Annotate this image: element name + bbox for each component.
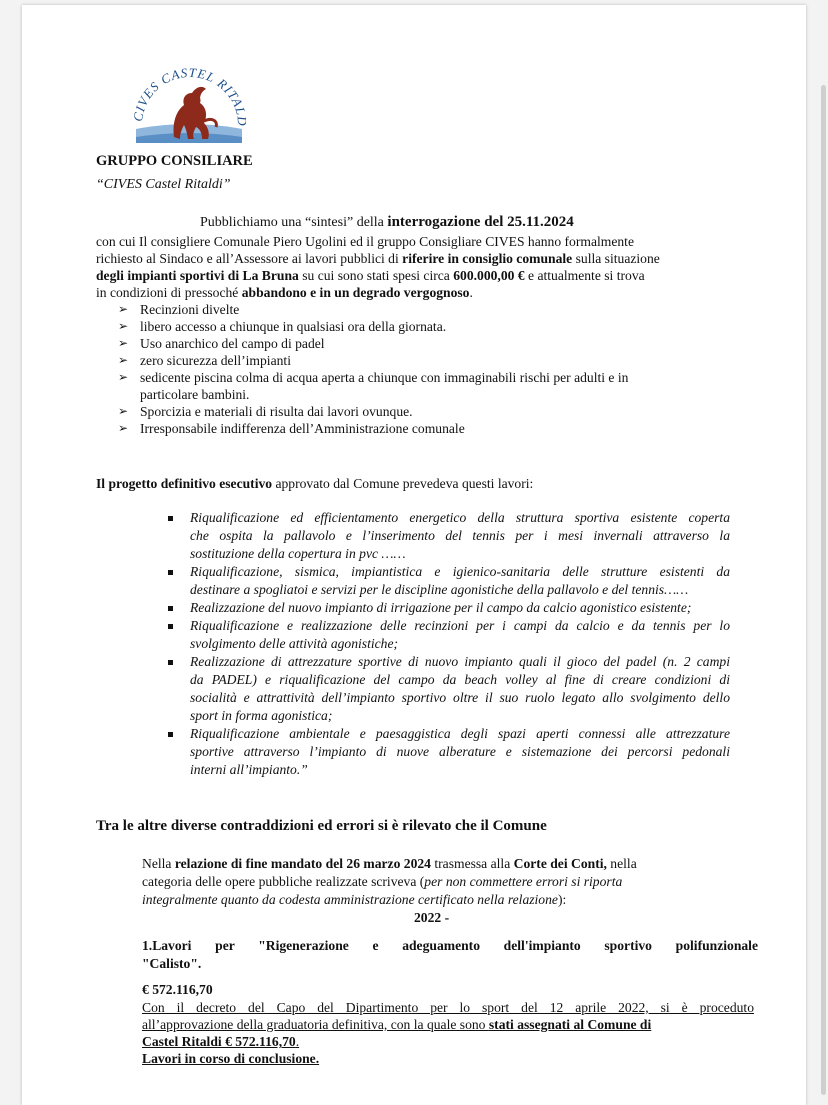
arrow-bullet-icon: ➢ bbox=[118, 353, 129, 367]
amount-label: € 572.116,70 bbox=[142, 982, 213, 997]
intro-line-5: in condizioni di pressoché abbandono e in un degrado vergognoso. bbox=[96, 285, 473, 300]
year-label: 2022 - bbox=[414, 910, 450, 925]
arrow-bullet-icon: ➢ bbox=[118, 370, 129, 384]
project-lead: Il progetto definitivo esecutivo approvato dal Comune prevedeva questi lavori: bbox=[96, 476, 534, 491]
work-title-line-1: 1.Lavori per "Rigenerazione e adeguamento dell'impianto sportivo polifunzionale bbox=[142, 938, 758, 953]
arrow-bullet-icon: ➢ bbox=[118, 421, 129, 435]
report-line-3: integralmente quanto da codesta amministrazione certificato nella relazione): bbox=[142, 892, 567, 907]
project-line: socialità e attrattività dell’impianto sportivo oltre il suo ruolo legato allo svolgimento dello bbox=[190, 690, 730, 705]
issue-item: libero accesso a chiunque in qualsiasi ora della giornata. bbox=[140, 319, 447, 334]
square-bullet-icon bbox=[168, 732, 173, 737]
project-line: interni all’impianto.” bbox=[190, 762, 308, 777]
square-bullet-icon bbox=[168, 624, 173, 629]
works-status: Lavori in corso di conclusione. bbox=[142, 1051, 320, 1066]
group-title: GRUPPO CONSILIARE bbox=[96, 153, 253, 169]
issue-item: Uso anarchico del campo di padel bbox=[140, 336, 325, 351]
report-line-2: categoria delle opere pubbliche realizzate scriveva (per non commettere errori si riporta bbox=[142, 874, 623, 889]
document-page bbox=[22, 5, 806, 1105]
arrow-bullet-icon: ➢ bbox=[118, 336, 129, 350]
work-title-line-2: "Calisto". bbox=[142, 956, 202, 971]
arrow-bullet-icon: ➢ bbox=[118, 302, 129, 316]
project-line: sportive attraverso l’impianto di nuove alberature e sistemazione dei percorsi pedonali bbox=[190, 744, 730, 759]
project-line: Riqualificazione ed efficientamento energetico della struttura sportiva esistente coperta bbox=[190, 510, 730, 525]
project-line: Realizzazione del nuovo impianto di irrigazione per il campo da calcio agonistico esistente; bbox=[190, 600, 692, 615]
svg-text:CIVES CASTEL RITALDI: IVES CASTEL RITA bbox=[132, 64, 246, 114]
decree-line-3: Castel Ritaldi € 572.116,70. bbox=[142, 1034, 300, 1049]
project-line: sport in forma agonistica; bbox=[190, 708, 333, 723]
project-line: svolgimento delle attività agonistiche; bbox=[190, 636, 399, 651]
project-line: Riqualificazione ambientale e paesaggistica degli spazi aperti connessi alle attrezzature bbox=[190, 726, 730, 741]
contradictions-heading: Tra le altre diverse contraddizioni ed errori si è rilevato che il Comune bbox=[96, 818, 547, 834]
project-line: da PADEL) e riqualificazione del campo da beach volley al fine di creare condizioni di bbox=[190, 672, 730, 687]
arrow-bullet-icon: ➢ bbox=[118, 319, 129, 333]
square-bullet-icon bbox=[168, 660, 173, 665]
issue-item: sedicente piscina colma di acqua aperta a chiunque con immaginabili rischi per adulti e in bbox=[140, 370, 629, 385]
issue-item: Sporcizia e materiali di risulta dai lavori ovunque. bbox=[140, 404, 413, 419]
issue-item: Irresponsabile indifferenza dell’Amministrazione comunale bbox=[140, 421, 465, 436]
project-line: sostituzione della copertura in pvc …… bbox=[190, 546, 406, 561]
square-bullet-icon bbox=[168, 516, 173, 521]
square-bullet-icon bbox=[168, 606, 173, 611]
intro-line-1: Pubblichiamo una “sintesi” della interrogazione del 25.11.2024 bbox=[200, 214, 574, 230]
intro-line-4: degli impianti sportivi di La Bruna su cui sono stati spesi circa 600.000,00 € e attualmente si trova bbox=[96, 268, 645, 283]
project-line: Realizzazione di attrezzature sportive di nuovo impianto quali il gioco del padel (n. 2 campi bbox=[190, 654, 730, 669]
decree-line-1: Con il decreto del Capo del Dipartimento per lo sport del 12 aprile 2022, si è proceduto bbox=[142, 1000, 754, 1015]
project-line: Riqualificazione, sismica, impiantistica e igienico-sanitaria delle strutture esistenti da bbox=[190, 564, 730, 579]
project-line: che ospita la pallavolo e l’inserimento del tennis per i mesi invernali attraverso la bbox=[190, 528, 730, 543]
project-line: Riqualificazione e realizzazione delle recinzioni per i campi da calcio e da tennis per lo bbox=[190, 618, 730, 633]
square-bullet-icon bbox=[168, 570, 173, 575]
scrollbar[interactable] bbox=[821, 85, 826, 1095]
cives-logo bbox=[132, 63, 246, 143]
project-line: destinare a spogliatoi e servizi per le discipline agonistiche della pallavolo e del tennis…… bbox=[190, 582, 689, 597]
intro-line-2: con cui Il consigliere Comunale Piero Ugolini ed il gruppo Consigliare CIVES hanno formalmente bbox=[96, 234, 634, 249]
issue-item-continuation: particolare bambini. bbox=[140, 387, 250, 402]
issue-item: Recinzioni divelte bbox=[140, 302, 240, 317]
arrow-bullet-icon: ➢ bbox=[118, 404, 129, 418]
intro-line-3: richiesto al Sindaco e all’Assessore ai lavori pubblici di riferire in consiglio comunale sulla situazione bbox=[96, 251, 660, 266]
issue-item: zero sicurezza dell’impianti bbox=[140, 353, 291, 368]
group-name: “CIVES Castel Ritaldi” bbox=[96, 177, 231, 192]
report-line-1: Nella relazione di fine mandato del 26 marzo 2024 trasmessa alla Corte dei Conti, nella bbox=[142, 856, 637, 871]
decree-line-2: all’approvazione della graduatoria definitiva, con la quale sono stati assegnati al Comune di bbox=[142, 1017, 652, 1032]
